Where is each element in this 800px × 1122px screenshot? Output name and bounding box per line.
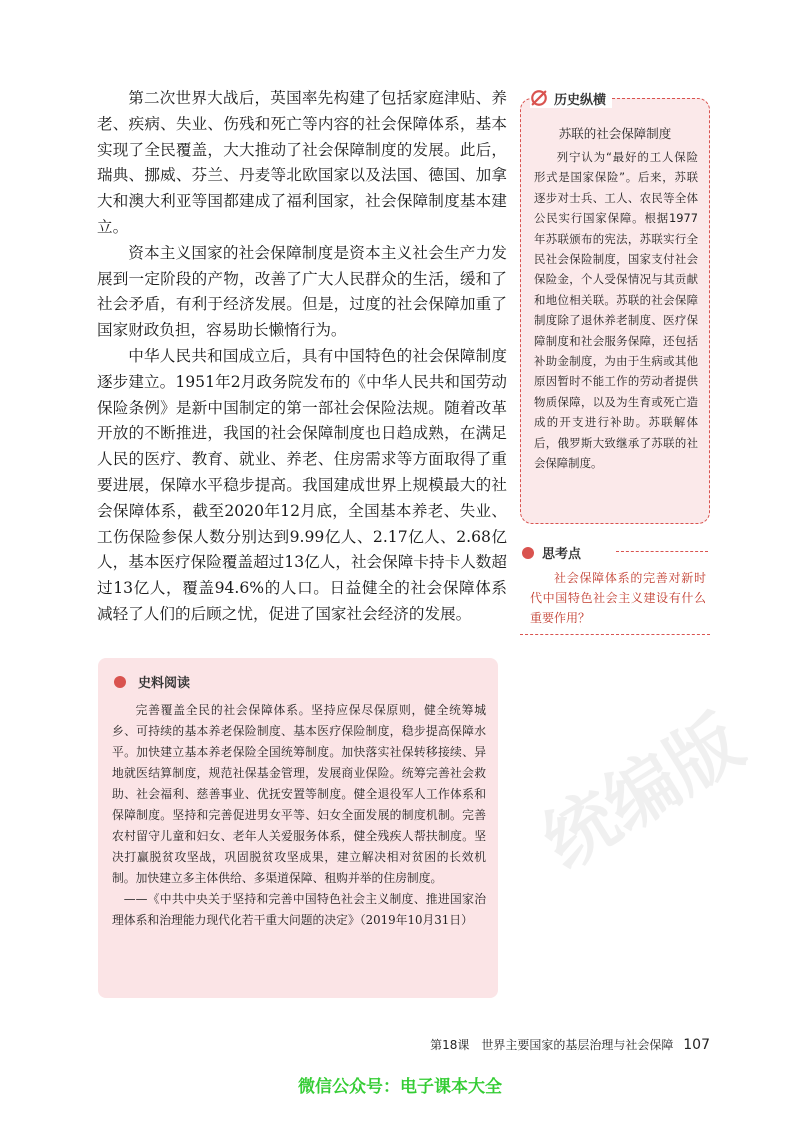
thinking-body — [530, 568, 706, 628]
thinking-dot-icon — [522, 547, 534, 559]
main-paragraph-1: 第二次世界大战后，英国率先构建了包括家庭津贴、养老、疾病、失业、伤残和死亡等内容的社会保障体系，基本实现了全民覆盖，大大推动了社会保障制度的发展。此后，瑞典、挪威、芬兰、丹麦等北欧国家以及法国、德国、加拿大和澳大利亚等国都建成了福利国家，社会保障制度基本建立。 — [97, 89, 507, 236]
thinking-header — [522, 543, 581, 562]
source-reading-label: 史料阅读 — [138, 676, 191, 691]
source-reading-citation: ——《中共中央关于坚持和完善中国特色社会主义制度、推进国家治理体系和治理能力现代化若干重大问题的决定》（2019年10月31日） — [112, 892, 486, 927]
main-paragraph-2: 资本主义国家的社会保障制度是资本主义社会生产力发展到一定阶段的产物，改善了广大人民群众的生活，缓和了社会矛盾，有利于经济发展。但是，过度的社会保障加重了国家财政负担，容易助长懒惰行为。 — [97, 243, 507, 340]
thinking-bottom-divider — [520, 634, 710, 635]
history-compass-icon — [530, 89, 548, 107]
thinking-question: 社会保障体系的完善对新时代中国特色社会主义建设有什么重要作用？ — [530, 571, 706, 625]
main-paragraph-3: 中华人民共和国成立后，具有中国特色的社会保障制度逐步建立。1951年2月政务院发布的《中华人民共和国劳动保险条例》是新中国制定的第一部社会保险法规。随着改革开放的不断推进，我国的社会保障制度也日趋成熟，在满足人民的医疗、教育、就业、养老、住房需求等方面取得了重要进展，保障水平稳步提高。我国建成世界上规模最大的社会保障体系，截至2020年12月底，全国基本养老、失业、工伤保险参保人数分别达到9.99亿人、2.17亿人、2.68亿人，基本医疗保险覆盖超过13亿人，社会保障卡持卡人数超过13亿人，覆盖94.6%的人口。日益健全的社会保障体系减轻了人们的后顾之忧，促进了国家社会经济的发展。 — [97, 346, 507, 623]
history-sidebar-title: 苏联的社会保障制度 — [558, 126, 672, 141]
source-reading-header — [114, 672, 190, 691]
edition-watermark: 统编版 — [528, 699, 757, 885]
thinking-label: 思考点 — [542, 547, 582, 562]
history-sidebar-header — [530, 88, 612, 108]
wechat-banner: 微信公众号：电子课本大全 — [298, 1077, 502, 1097]
main-text — [97, 86, 507, 628]
source-reading-body — [112, 700, 486, 931]
footer-lesson-title: 第18课 世界主要国家的基层治理与社会保障 — [430, 1038, 674, 1052]
history-sidebar-text: 列宁认为“最好的工人保险形式是国家保险”。后来，苏联逐步对士兵、工人、农民等全体公民实行国家保障。根据1977年苏联颁布的宪法，苏联实行全民社会保险制度，国家支付社会保险金，个人受保情况与其贡献和地位相关联。苏联的社会保障制度除了退休养老制度、医疗保障制度和社会服务保障，还包括补助金制度，为由于生病或其他原因暂时不能工作的劳动者提供物质保障，以及为生育或死亡造成的开支进行补助。苏联解体后，俄罗斯大致继承了苏联的社会保障制度。 — [534, 150, 698, 471]
history-sidebar-label: 历史纵横 — [554, 92, 607, 108]
page-footer — [330, 1036, 710, 1053]
history-sidebar-body — [534, 147, 698, 474]
source-reading-dot-icon — [114, 676, 126, 688]
thinking-divider — [616, 551, 708, 552]
source-reading-text: 完善覆盖全民的社会保障体系。坚持应保尽保原则，健全统筹城乡、可持续的基本养老保险制度、基本医疗保险制度，稳步提高保障水平。加快建立基本养老保险全国统筹制度。加快落实社保转移接续、异地就医结算制度，规范社保基金管理，发展商业保险。统筹完善社会救助、社会福利、慈善事业、优抚安置等制度。健全退役军人工作体系和保障制度。坚持和完善促进男女平等、妇女全面发展的制度机制。完善农村留守儿童和妇女、老年人关爱服务体系，健全残疾人帮扶制度。坚决打赢脱贫攻坚战，巩固脱贫攻坚成果，建立解决相对贫困的长效机制。加快建立多主体供给、多渠道保障、租购并举的住房制度。 — [112, 703, 486, 885]
page-number: 107 — [683, 1037, 710, 1053]
